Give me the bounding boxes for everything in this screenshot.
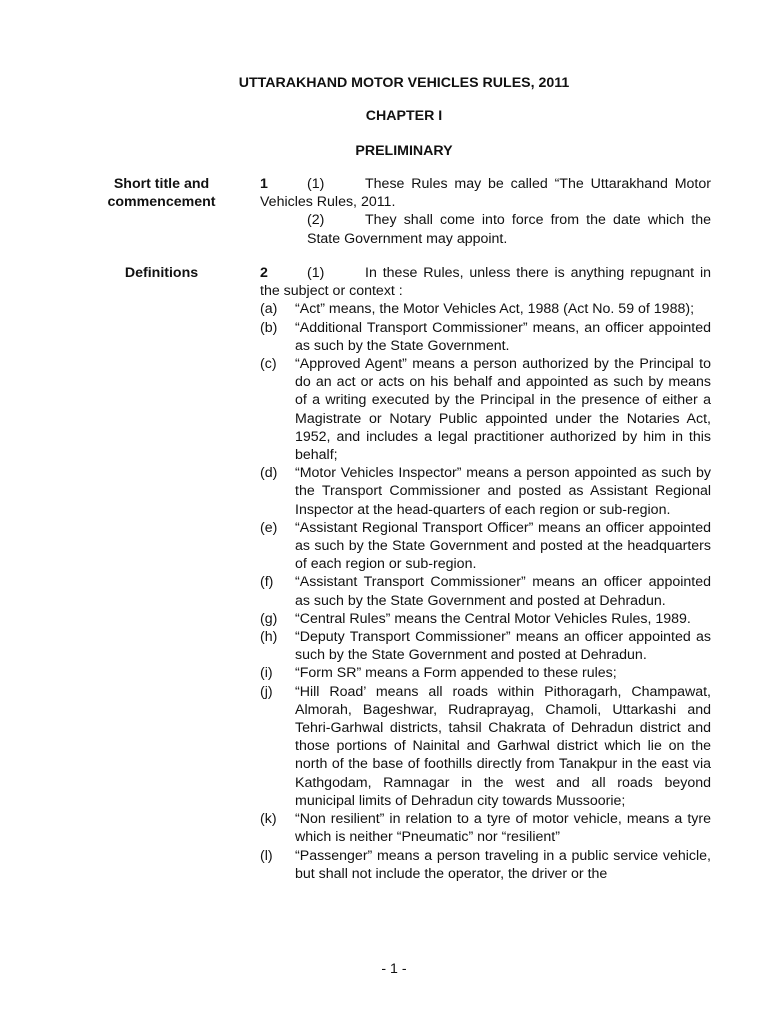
definition-text: “Passenger” means a person traveling in a public service vehicle, but shall not include the operator, the driver or the: [295, 847, 711, 882]
document-title: UTTARAKHAND MOTOR VEHICLES RULES, 2011: [238, 75, 570, 91]
definition-item: [260, 300, 711, 318]
definition-item: [260, 464, 711, 519]
definition-label: (g): [260, 610, 278, 627]
definition-text: “Central Rules” means the Central Motor Vehicles Rules, 1989.: [295, 610, 691, 627]
definition-text: “Hill Road’ means all roads within Pithoragarh, Champawat, Almorah, Bageshwar, Rudraprayag, Chamoli, Uttarkashi and Tehri-Garhwal districts, tahsil Chakrata of Dehradun district and those portions of Nainital and Garhwal district which lie on the north of the base of foothills directly from Tanakpur in the east via Kathgodam, Ramnagar in the west and all roads beyond municipal limits of Dehradun city towards Mussoorie;: [295, 683, 711, 809]
definition-item: [260, 628, 711, 664]
definition-label: (a): [260, 301, 278, 318]
definition-item: [260, 664, 711, 682]
clause-label: (1): [307, 265, 325, 281]
section-2-clause-1: [260, 264, 711, 300]
definition-text: “Motor Vehicles Inspector” means a person appointed as such by the Transport Commissioner and posted as Assistant Regional Inspector at the head-quarters of each region or sub-region.: [295, 465, 711, 518]
definition-item: [260, 573, 711, 609]
definition-item: [260, 355, 711, 464]
chapter-heading: CHAPTER I: [365, 108, 443, 124]
definition-text: “Act” means, the Motor Vehicles Act, 1988 (Act No. 59 of 1988);: [295, 301, 695, 318]
definition-label: (f): [260, 574, 274, 591]
definition-text: “Assistant Regional Transport Officer” means an officer appointed as such by the State Government and posted at the headquarters of each region or sub-region.: [295, 519, 711, 573]
definition-item: [260, 847, 711, 883]
definition-label: (k): [260, 811, 277, 828]
definition-text: “Additional Transport Commissioner” means, an officer appointed as such by the State Government.: [295, 319, 711, 354]
definition-label: (i): [260, 665, 273, 682]
definition-label: (d): [260, 465, 278, 482]
definition-label: (e): [260, 519, 278, 536]
side-title-text: Definitions: [124, 265, 199, 281]
definition-item: [260, 683, 711, 810]
definition-text: “Assistant Transport Commissioner” means an officer appointed as such by the State Government and posted at Dehradun.: [295, 574, 711, 609]
side-title-short-title: [99, 175, 224, 211]
definitions-list: [260, 300, 711, 883]
definition-text: “Deputy Transport Commissioner” means an officer appointed as such by the State Government and posted at Dehradun.: [295, 629, 711, 664]
section-1-clause-2: [260, 211, 711, 247]
section-2: [260, 264, 711, 883]
page-number: - 1 -: [381, 961, 407, 977]
definition-item: [260, 610, 711, 628]
definition-item: [260, 519, 711, 574]
definition-label: (c): [260, 356, 277, 373]
side-title-text: Short title and commencement: [107, 176, 216, 211]
definition-item: [260, 319, 711, 355]
section-number: 2: [260, 265, 268, 281]
definition-text: “Form SR” means a Form appended to these rules;: [295, 665, 617, 682]
section-number: 1: [260, 176, 268, 192]
clause-text: They shall come into force from the date which the State Government may appoint.: [307, 212, 711, 247]
definition-label: (b): [260, 319, 278, 336]
definition-label: (j): [260, 683, 273, 700]
definition-label: (l): [260, 847, 273, 864]
clause-text: In these Rules, unless there is anything repugnant in the subject or context :: [260, 265, 711, 300]
section-1: [260, 175, 711, 248]
definition-text: “Approved Agent” means a person authorized by the Principal to do an act or acts on his behalf and appointed as such by means of a writing executed by the Principal in the presence of either a Magistrate or Notary Public appointed under the Notaries Act, 1952, and includes a legal practitioner authorized by him in this behalf;: [295, 356, 711, 464]
definition-text: “Non resilient” in relation to a tyre of motor vehicle, means a tyre which is neither “Pneumatic” nor “resilient”: [295, 811, 711, 846]
section-heading: PRELIMINARY: [355, 143, 453, 159]
definition-label: (h): [260, 629, 278, 646]
clause-text: These Rules may be called “The Uttarakhand Motor Vehicles Rules, 2011.: [260, 176, 711, 211]
side-title-definitions: [99, 264, 224, 282]
clause-label: (1): [307, 176, 325, 192]
section-1-clause-1: [260, 175, 711, 211]
clause-label: (2): [307, 212, 325, 229]
definition-item: [260, 810, 711, 846]
